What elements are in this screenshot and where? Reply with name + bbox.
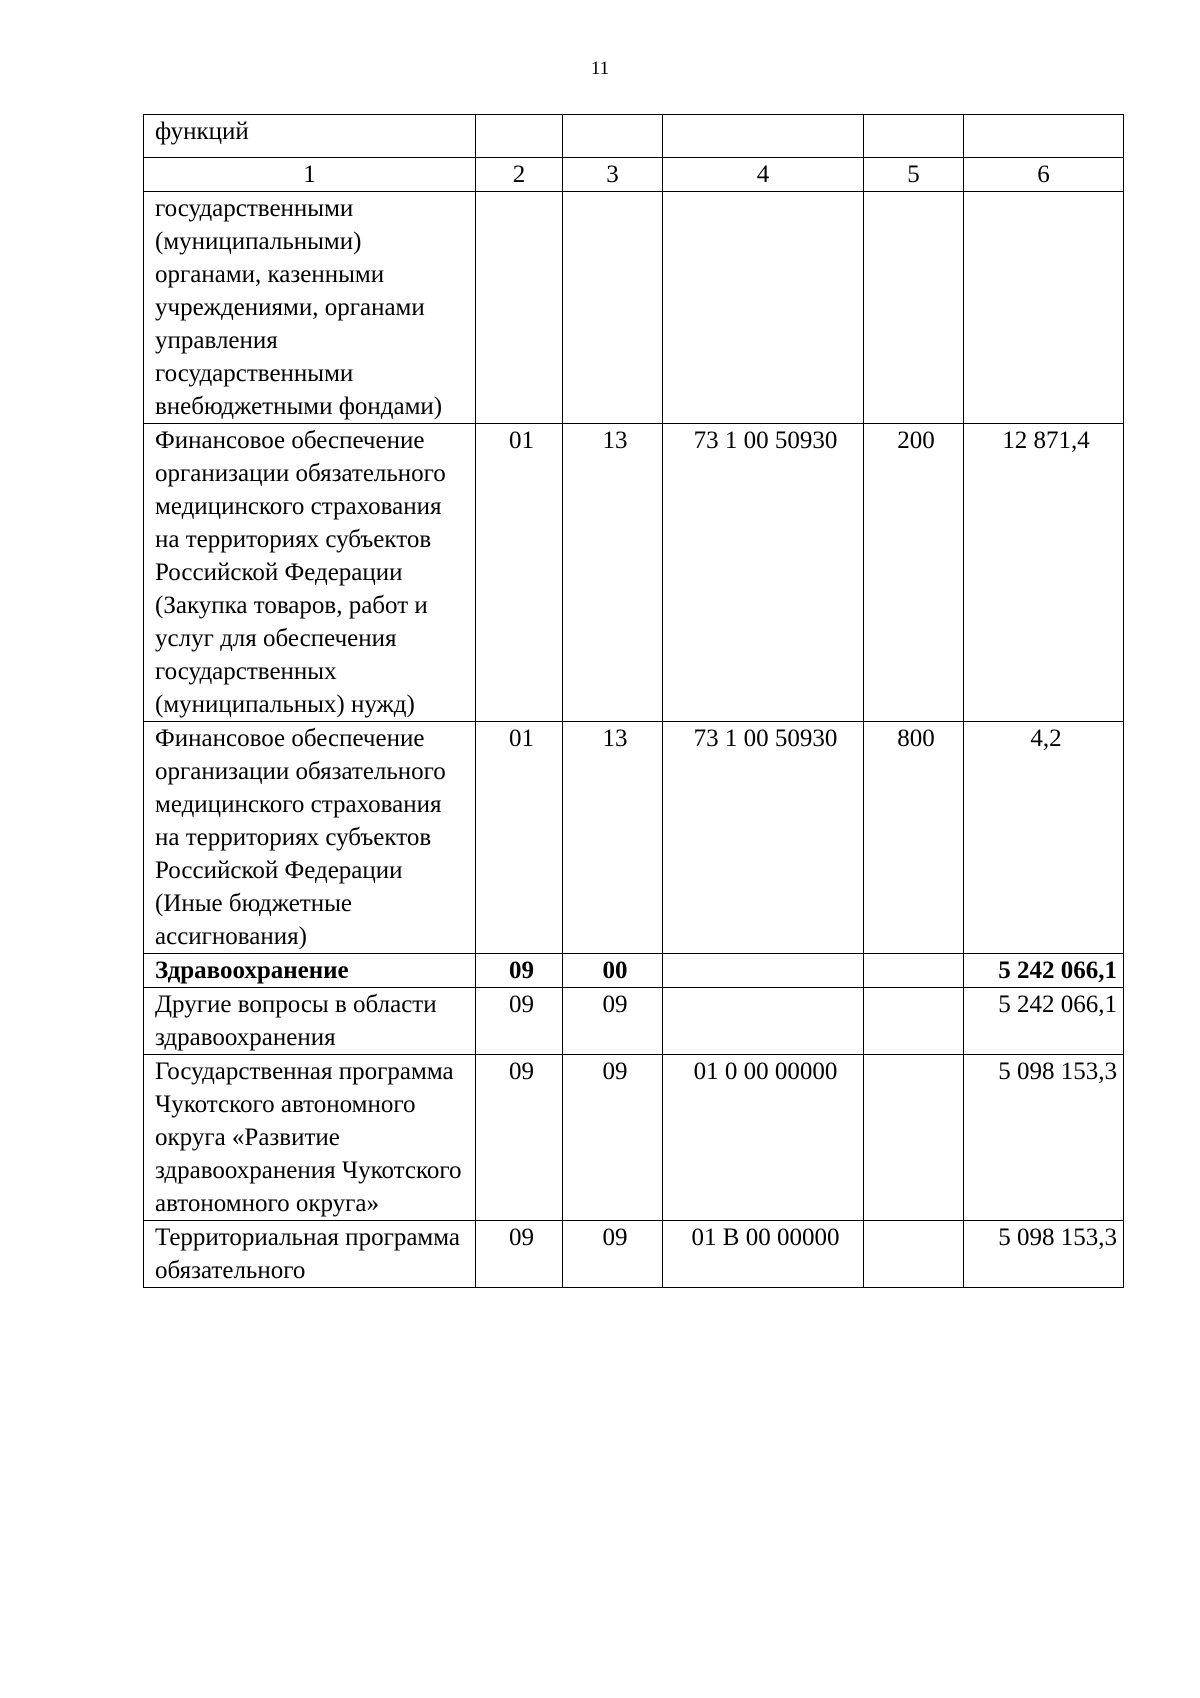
row-target: [663, 115, 864, 158]
row-name: функций: [144, 115, 476, 158]
row-subsection: [563, 192, 663, 424]
row-target: [663, 954, 864, 988]
row-amount: [964, 115, 1124, 158]
row-section: 01: [476, 722, 563, 954]
row-name: Территориальная программа обязательного: [144, 1221, 476, 1288]
row-name: Финансовое обеспечение организации обязательного медицинского страхования на территориях субъектов Российской Федерации (Закупка товаров, работ и услуг для обеспечения государственных (муниципальных) нужд): [144, 424, 476, 722]
table-row: [144, 1055, 1124, 1221]
row-amount: 5 242 066,1: [964, 988, 1124, 1055]
row-section: 09: [476, 1055, 563, 1221]
row-type: [864, 1055, 964, 1221]
row-target: [663, 988, 864, 1055]
row-section: [476, 115, 563, 158]
row-amount: [964, 192, 1124, 424]
row-target: 73 1 00 50930: [663, 424, 864, 722]
row-type: [864, 954, 964, 988]
row-subsection: 09: [563, 1055, 663, 1221]
row-name: Другие вопросы в области здравоохранения: [144, 988, 476, 1055]
row-type: [864, 988, 964, 1055]
row-amount: 5 242 066,1: [964, 954, 1124, 988]
column-header: 2: [476, 158, 563, 192]
table-header-row: [144, 158, 1124, 192]
table-row: [144, 722, 1124, 954]
row-amount: 5 098 153,3: [964, 1221, 1124, 1288]
row-target: 73 1 00 50930: [663, 722, 864, 954]
row-amount: 12 871,4: [964, 424, 1124, 722]
column-header: 1: [144, 158, 476, 192]
table-row: [144, 424, 1124, 722]
table-row: [144, 192, 1124, 424]
row-subsection: 00: [563, 954, 663, 988]
row-subsection: 09: [563, 1221, 663, 1288]
column-header: 6: [964, 158, 1124, 192]
row-type: 200: [864, 424, 964, 722]
row-type: [864, 192, 964, 424]
table-row-section-total: [144, 954, 1124, 988]
row-type: [864, 1221, 964, 1288]
row-subsection: 13: [563, 424, 663, 722]
column-header: 3: [563, 158, 663, 192]
row-section: 09: [476, 954, 563, 988]
row-section: [476, 192, 563, 424]
row-type: [864, 115, 964, 158]
row-amount: 5 098 153,3: [964, 1055, 1124, 1221]
page-number: 11: [590, 58, 610, 79]
row-name: государственными (муниципальными) органами, казенными учреждениями, органами управления государственными внебюджетными фондами): [144, 192, 476, 424]
table-row: [144, 115, 1124, 158]
row-subsection: 09: [563, 988, 663, 1055]
column-header: 4: [663, 158, 864, 192]
row-type: 800: [864, 722, 964, 954]
table-row: [144, 988, 1124, 1055]
row-section: 09: [476, 988, 563, 1055]
row-subsection: [563, 115, 663, 158]
row-amount: 4,2: [964, 722, 1124, 954]
budget-table: [143, 114, 1124, 1288]
row-name: Финансовое обеспечение организации обязательного медицинского страхования на территориях субъектов Российской Федерации (Иные бюджетные ассигнования): [144, 722, 476, 954]
row-section: 01: [476, 424, 563, 722]
column-header: 5: [864, 158, 964, 192]
row-section: 09: [476, 1221, 563, 1288]
row-name: Государственная программа Чукотского автономного округа «Развитие здравоохранения Чукотского автономного округа»: [144, 1055, 476, 1221]
row-target: 01 В 00 00000: [663, 1221, 864, 1288]
row-name: Здравоохранение: [144, 954, 476, 988]
row-target: [663, 192, 864, 424]
row-target: 01 0 00 00000: [663, 1055, 864, 1221]
row-subsection: 13: [563, 722, 663, 954]
table-row: [144, 1221, 1124, 1288]
